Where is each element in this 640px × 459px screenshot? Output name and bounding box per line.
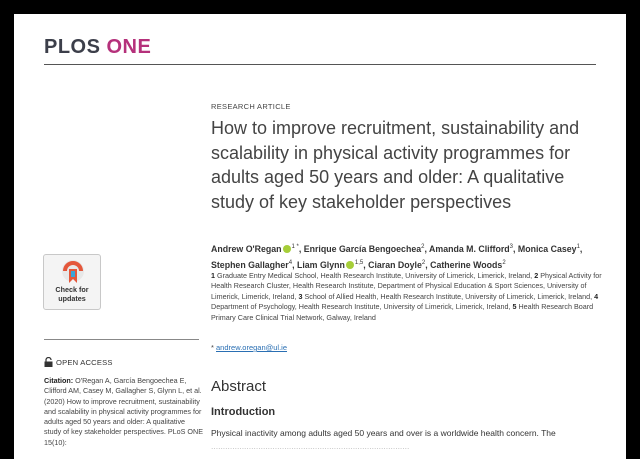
author-list: Andrew O'Regan $^{1 *}$, Enrique García Bengoechea$^2$, Amanda M. Clifford$^3$, Monica Casey$^1$, Stephen Gallagher$^4$, Liam Glynn $^{1,5}$, Ciaran Doyle$^2$, Catherine Woods$^2$ (211, 243, 583, 270)
brand-one: ONE (106, 36, 152, 58)
author-affiliation-sup: 2 (502, 259, 506, 266)
check-updates-icon (61, 259, 85, 285)
author-name[interactable]: Stephen Gallagher (211, 259, 289, 270)
affiliation-number: 1 (211, 271, 217, 280)
check-updates-label: Check for updates (55, 285, 89, 303)
introduction-text-cutoff: .................................................................................... (211, 441, 410, 451)
affiliations (211, 271, 606, 323)
introduction-text: Physical inactivity among adults aged 50 years and over is a worldwide health concern. The (211, 428, 556, 438)
citation-text: O'Regan A, García Bengoechea E, Clifford AM, Casey M, Gallagher S, Glynn L, et al. (2020) How to improve recruitment, sustainability and scalability in physical activity programmes for adults aged 50 years and older: A qualitative study of key stakeholder perspectives. PLoS ONE 15(10): (44, 376, 204, 447)
affiliation-text: Health Research Board Primary Care Clinical Trial Network, Galway, Ireland (211, 302, 594, 322)
introduction-heading: Introduction (211, 406, 276, 418)
author-affiliation-sup: 1 (576, 244, 580, 250)
affiliation-number: 2 (534, 271, 541, 280)
author-name[interactable]: Andrew O'Regan (211, 243, 282, 254)
citation-block (44, 376, 204, 448)
correspondence (211, 343, 287, 352)
citation-label: Citation: (44, 376, 74, 385)
author-affiliation-sup: 3 (509, 244, 513, 250)
author-name[interactable]: Ciaran Doyle (368, 259, 422, 270)
author-affiliation-sup: 1 * (291, 244, 299, 250)
author-name[interactable]: Amanda M. Clifford (429, 243, 510, 254)
author-name[interactable]: Enrique García Bengoechea (303, 243, 422, 254)
affiliation-text: Graduate Entry Medical School, Health Research Institute, University of Limerick, Limerick, Ireland, (217, 271, 535, 280)
email-link[interactable]: andrew.oregan@ul.ie (216, 343, 288, 352)
check-for-updates-badge[interactable] (43, 254, 101, 310)
journal-logo[interactable] (44, 36, 151, 59)
author-affiliation-sup: 1,5 (354, 259, 364, 266)
affiliation-text: School of Allied Health, Health Research Institute, University of Limerick, Limerick, Ireland, (304, 291, 595, 301)
article-type-label: RESEARCH ARTICLE (211, 102, 291, 111)
open-access-text: OPEN ACCESS (56, 357, 113, 367)
affiliation-number: 3 (298, 291, 305, 301)
affiliation-number: 4 (594, 291, 599, 301)
correspondence-marker: * (211, 343, 214, 352)
lock-open-icon (44, 357, 53, 367)
header-divider (44, 64, 596, 65)
author-affiliation-sup: 4 (288, 259, 293, 266)
author-name[interactable]: Catherine Woods (430, 259, 503, 270)
affiliation-text: Physical Activity for Health Research Cluster, Health Research Institute, Department of Physical Education & Sport Sciences, University of Limerick, Limerick, Ireland, (211, 271, 602, 301)
brand-plos: PLOS (44, 36, 101, 58)
sidebar-divider (44, 339, 199, 340)
author-name[interactable]: Liam Glynn (296, 259, 345, 270)
open-access-label (44, 357, 113, 367)
article-page (14, 14, 626, 459)
abstract-heading: Abstract (211, 378, 267, 395)
article-title: How to improve recruitment, sustainability and scalability in physical activity programmes for adults aged 50 years and older: A qualitative study of key stakeholder perspectives (211, 118, 580, 212)
affiliation-number: 5 (512, 302, 519, 312)
orcid-icon[interactable] (346, 261, 354, 269)
affiliation-text: Department of Psychology, Health Research Institute, University of Limerick, Limerick, Ireland, (211, 302, 513, 312)
orcid-icon[interactable] (283, 245, 291, 253)
author-name[interactable]: Monica Casey (517, 243, 577, 254)
author-affiliation-sup: 2 (421, 244, 425, 250)
author-affiliation-sup: 2 (421, 259, 426, 266)
